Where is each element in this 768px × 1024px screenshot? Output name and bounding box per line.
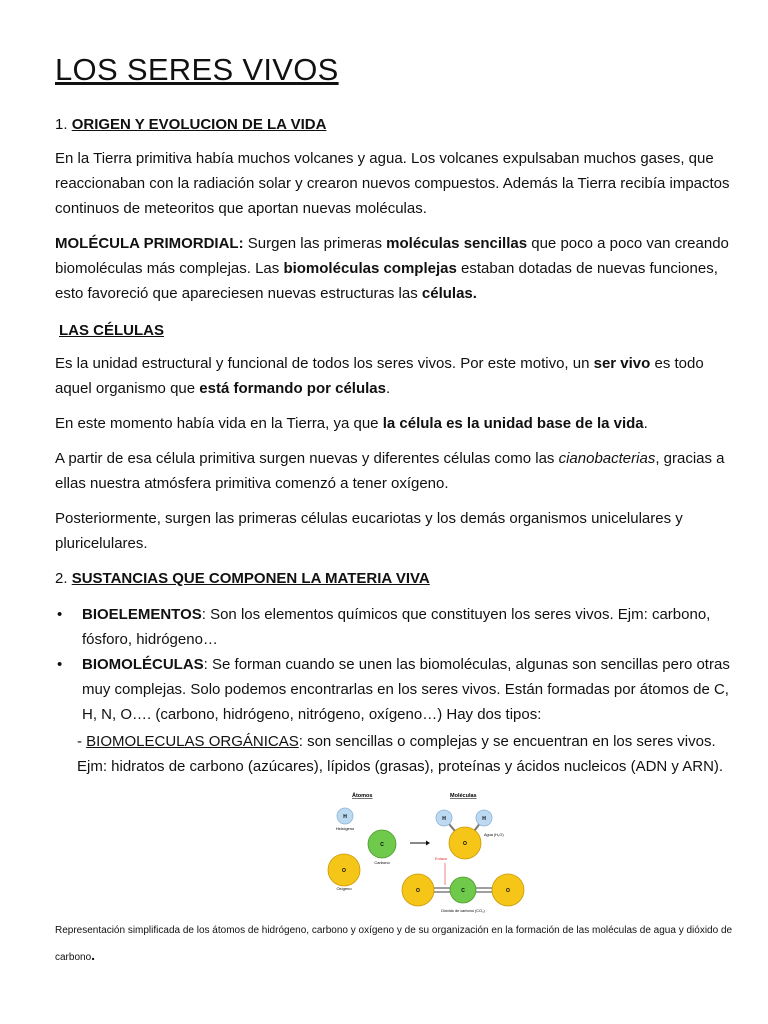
list-item (55, 602, 735, 652)
text-run: A partir de esa célula primitiva surgen nuevas y diferentes células como las (55, 450, 559, 467)
text-run: , gracias a ellas nuestra atmósfera primitiva comenzó a tener oxígeno. (55, 450, 725, 492)
origin-paragraph: En la Tierra primitiva había muchos volcanes y agua. Los volcanes expulsaban muchos gases, que reaccionaban con la radiación solar y crearon nuevos compuestos. Además la Tierra recibía impactos continuos de meteoritos que aportan nuevas moléculas. (55, 150, 730, 217)
bold-run: células. (421, 285, 477, 302)
text-run: . (643, 415, 648, 432)
list-item (55, 652, 735, 727)
item-text: : Son los elementos químicos que constituyen los seres vivos. Ejm: carbono, fósforo, hidrógeno… (82, 606, 711, 648)
bond-label: Enlace (435, 856, 448, 861)
water-oxygen-symbol: O (463, 841, 467, 847)
cells-paragraph-2 (55, 411, 735, 436)
text-run: Surgen las primeras (243, 235, 387, 252)
water-hydrogen-symbol: H (482, 816, 486, 822)
water-label: Agua (H₂O) (484, 833, 504, 837)
co2-carbon-symbol: C (461, 888, 465, 894)
bold-run: biomoléculas complejas (283, 260, 457, 277)
bullet-icon: • (57, 656, 63, 673)
text-run: En este momento había vida en la Tierra, ya que (55, 415, 383, 432)
cells-paragraph-1 (55, 351, 735, 401)
organic-text: : son sencillas o complejas y se encuentran en los seres vivos. Ejm: hidratos de carbono (azúcares), lípidos (grasas), proteínas y ácidos nucleicos (ADN y ARN). (77, 733, 724, 775)
text-run: es todo aquel organismo que (55, 355, 704, 397)
section-1-title: ORIGEN Y EVOLUCION DE LA VIDA (71, 116, 327, 133)
caption-text: Representación simplificada de los átomos de hidrógeno, carbono y oxígeno y de su organización en la formación de las moléculas de agua y dióxido de carbono (55, 925, 733, 963)
substances-list (55, 602, 735, 727)
bullet-icon: • (57, 606, 63, 623)
item-text: : Se forman cuando se unen las biomoléculas, algunas son sencillas pero otras muy complejas. Solo podemos encontrarlas en los seres vivos. Están formadas por átomos de C, H, N, O…. (carbono, hidrógeno, nitrógeno, oxígeno…) Hay dos tipos: (82, 656, 730, 723)
dash: - (77, 733, 87, 750)
oxygen-symbol: O (342, 868, 346, 874)
organic-label: BIOMOLECULAS ORGÁNICAS (86, 733, 299, 750)
carbon-label: Carbono (374, 860, 390, 865)
co2-label: Dióxido de carbono (CO₂) (441, 909, 485, 913)
water-hydrogen-symbol: H (442, 816, 446, 822)
arrow-icon (426, 841, 430, 846)
caption-end: . (91, 947, 96, 963)
cells-paragraph-4: Posteriormente, surgen las primeras células eucariotas y los demás organismos unicelulares y pluricelulares. (55, 510, 683, 552)
section-2-title: SUSTANCIAS QUE COMPONEN LA MATERIA VIVA (71, 570, 430, 587)
co2-oxygen-symbol: O (416, 888, 420, 894)
co2-oxygen-symbol: O (506, 888, 510, 894)
cells-title: LAS CÉLULAS (59, 322, 164, 339)
section-1-heading (55, 112, 735, 137)
organic-biomolecules-item (77, 729, 737, 779)
italic-run: cianobacterias (558, 450, 656, 467)
text-run: . (385, 380, 391, 397)
molecules-title: Moléculas (450, 793, 477, 799)
cells-paragraph-3 (55, 446, 735, 496)
item-label: BIOMOLÉCULAS (82, 656, 204, 673)
carbon-symbol: C (380, 842, 384, 848)
bold-run: está formando por células (199, 380, 386, 397)
molecules-diagram (323, 785, 533, 915)
bold-run: ser vivo (593, 355, 651, 372)
text-run: que poco a poco van creando biomoléculas más complejas. Las (55, 235, 729, 277)
text-run: estaban dotadas de nuevas funciones, esto favoreció que apareciesen nuevas estructuras las (55, 260, 718, 302)
oxygen-label: Oxígeno (336, 886, 352, 891)
bold-run: moléculas sencillas (386, 235, 528, 252)
section-2-number: 2. (55, 570, 68, 587)
hydrogen-label: Hidrógeno (335, 826, 355, 831)
cells-heading (59, 318, 739, 343)
item-label: BIOELEMENTOS (82, 606, 202, 623)
section-2-heading (55, 566, 735, 591)
primordial-label: MOLÉCULA PRIMORDIAL: (55, 235, 244, 252)
text-run: Es la unidad estructural y funcional de todos los seres vivos. Por este motivo, un (55, 355, 594, 372)
figure-caption (55, 918, 735, 970)
atoms-title: Átomos (352, 793, 373, 799)
hydrogen-symbol: H (343, 814, 347, 820)
bold-run: la célula es la unidad base de la vida (382, 415, 644, 432)
page-title: LOS SERES VIVOS (55, 52, 339, 87)
section-1-number: 1. (55, 116, 68, 133)
primordial-molecule-paragraph (55, 231, 735, 306)
